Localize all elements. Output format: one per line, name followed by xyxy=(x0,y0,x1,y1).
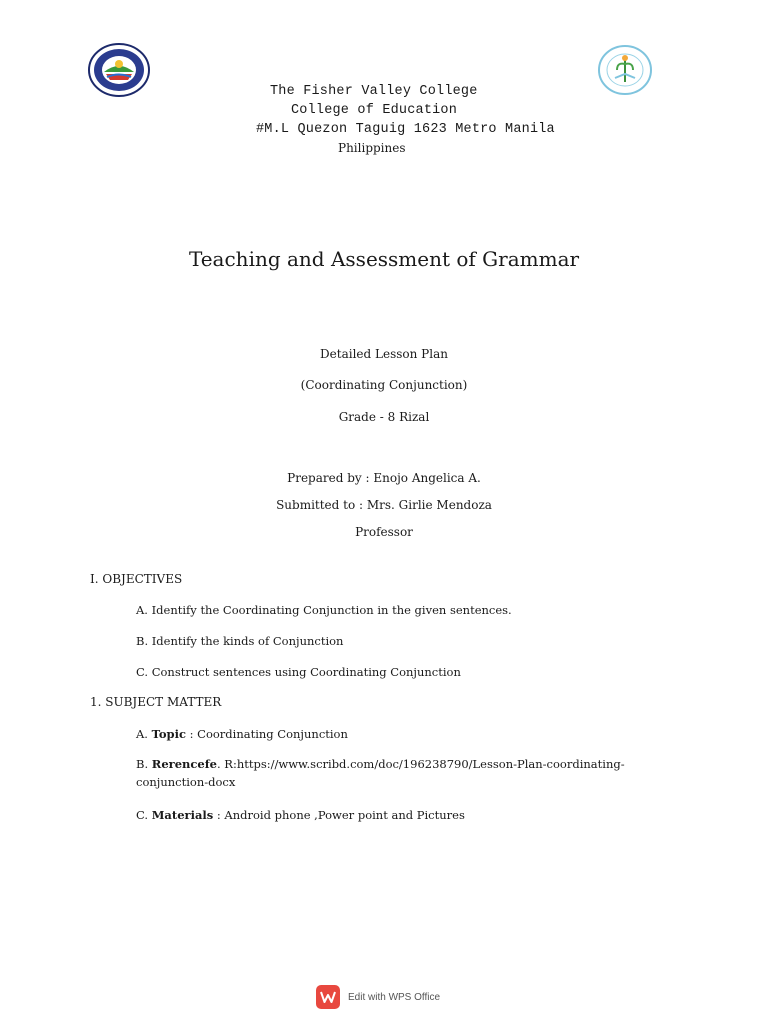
item-prefix: A. xyxy=(136,727,152,741)
subject-item-materials xyxy=(136,806,676,824)
professor-role: Professor xyxy=(355,525,413,539)
subject-matter-heading: 1. SUBJECT MATTER xyxy=(90,695,222,709)
college-of-education-seal-icon xyxy=(597,44,653,96)
objectives-heading: I. OBJECTIVES xyxy=(90,572,183,586)
objective-item: C. Construct sentences using Coordinating Conjunction xyxy=(136,665,461,679)
item-label: Rerencefe xyxy=(151,757,217,771)
item-value: : Coordinating Conjunction xyxy=(185,727,348,741)
lesson-type: Detailed Lesson Plan xyxy=(320,347,448,361)
item-value: . R:https://www.scribd.com/doc/196238790/Lesson-Plan-coordinating-conjunction-docx xyxy=(136,757,625,789)
department-name: College of Education xyxy=(291,103,458,118)
college-seal-icon xyxy=(88,42,150,98)
document-title: Teaching and Assessment of Grammar xyxy=(188,247,580,271)
college-name: The Fisher Valley College xyxy=(270,84,478,99)
address-line: #M.L Quezon Taguig 1623 Metro Manila xyxy=(256,122,555,137)
item-prefix: C. xyxy=(136,808,152,822)
lesson-topic: (Coordinating Conjunction) xyxy=(300,378,468,392)
objective-item: A. Identify the Coordinating Conjunction in the given sentences. xyxy=(136,603,512,617)
country-line: Philippines xyxy=(338,141,406,155)
subject-item-topic xyxy=(136,725,676,743)
item-label: Topic xyxy=(151,727,186,741)
lesson-grade: Grade - 8 Rizal xyxy=(338,410,430,424)
subject-item-reference xyxy=(136,755,676,791)
item-value: : Android phone ,Power point and Pictures xyxy=(213,808,465,822)
prepared-by: Prepared by : Enojo Angelica A. xyxy=(287,471,481,485)
wps-logo-icon xyxy=(316,985,340,1009)
edit-with-wps-button[interactable] xyxy=(316,985,440,1009)
objective-item: B. Identify the kinds of Conjunction xyxy=(136,634,344,648)
wps-label: Edit with WPS Office xyxy=(348,991,441,1003)
item-label: Materials xyxy=(151,808,214,822)
submitted-to: Submitted to : Mrs. Girlie Mendoza xyxy=(276,498,492,512)
item-prefix: B. xyxy=(136,757,152,771)
